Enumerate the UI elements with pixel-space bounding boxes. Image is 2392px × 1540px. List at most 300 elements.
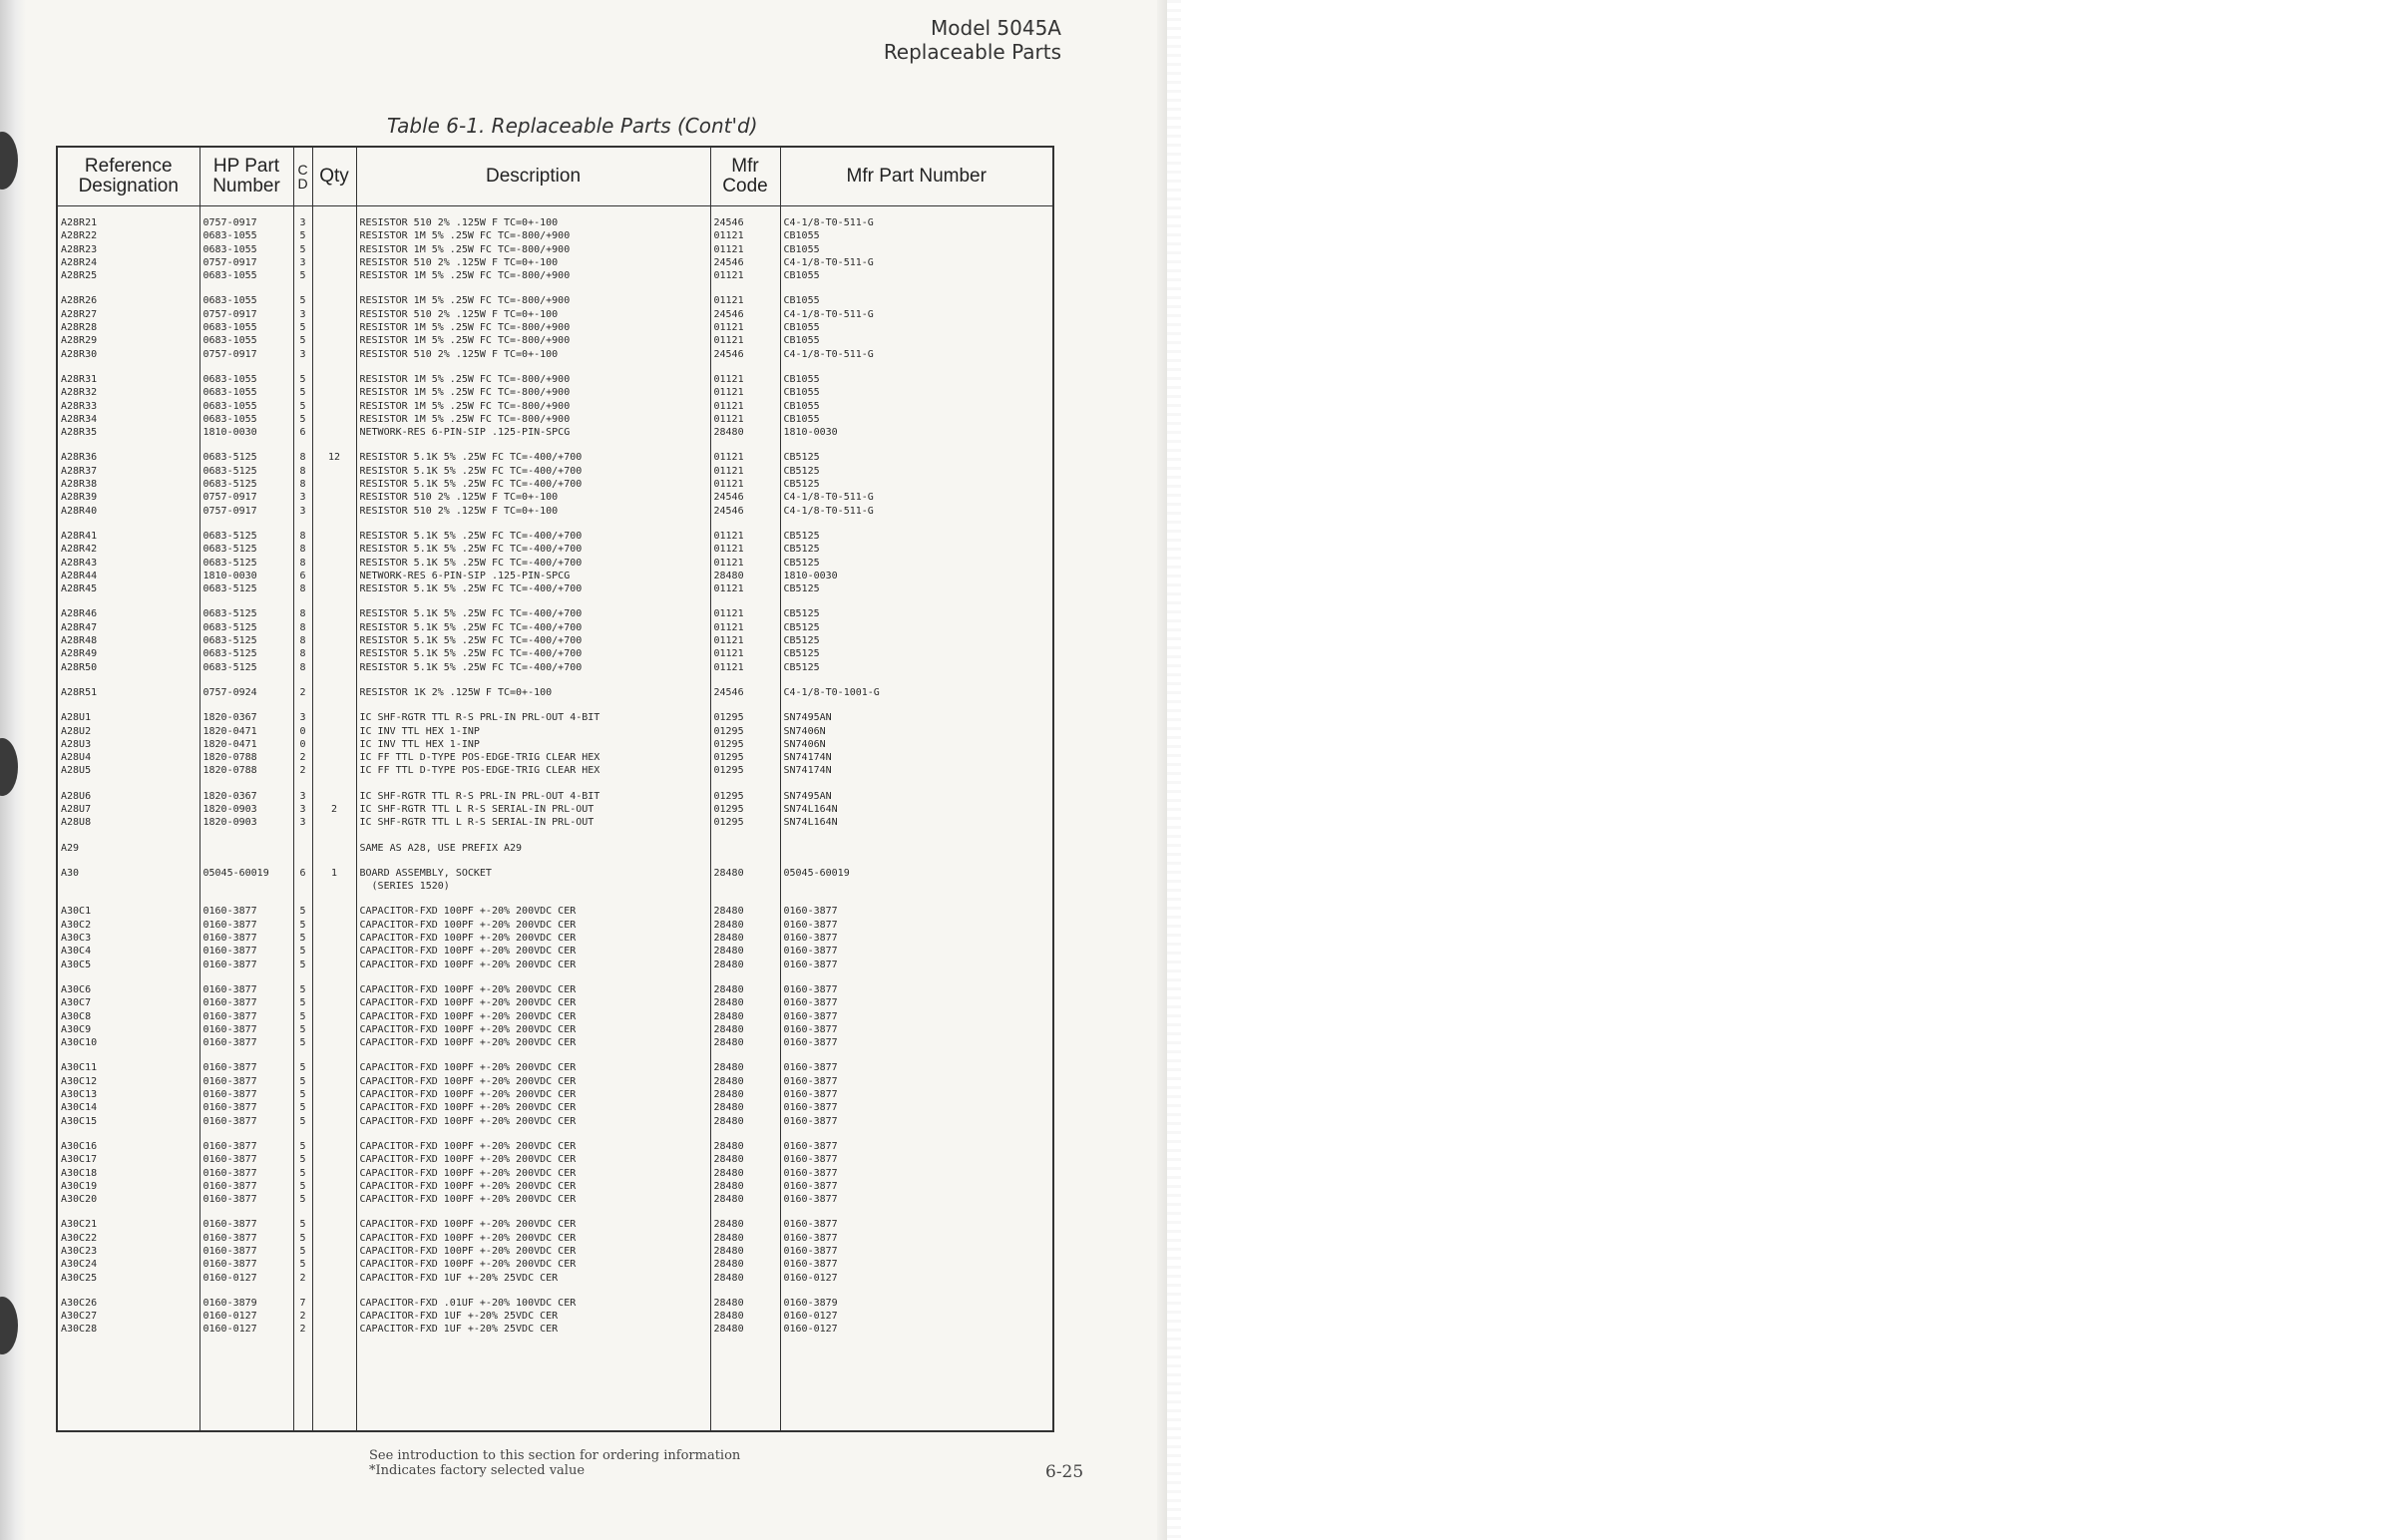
table-cell: C4-1/8-T0-511-G bbox=[783, 308, 874, 320]
table-cell bbox=[316, 294, 353, 307]
table-cell: 28480 bbox=[713, 1167, 744, 1179]
table-cell: A28R33 bbox=[61, 400, 98, 412]
table-cell: RESISTOR 5.1K 5% .25W FC TC=-400/+700 bbox=[359, 608, 583, 620]
table-cell: 1810-0030 bbox=[202, 570, 257, 581]
table-cell: SN7495AN bbox=[783, 790, 832, 802]
table-group bbox=[316, 373, 353, 439]
table-cell bbox=[316, 1323, 353, 1336]
table-cell: 0683-5125 bbox=[202, 583, 257, 595]
table-group bbox=[316, 1061, 353, 1127]
table-cell: A28U1 bbox=[61, 712, 92, 724]
table-cell: CAPACITOR-FXD 100PF +-20% 200VDC CER bbox=[359, 1075, 577, 1087]
table-cell: 28480 bbox=[713, 1023, 744, 1035]
table-group bbox=[203, 373, 290, 439]
table-cell bbox=[316, 1272, 353, 1285]
table-cell: 0160-3877 bbox=[783, 1115, 838, 1127]
table-group bbox=[297, 790, 309, 830]
table-cell: A30C21 bbox=[61, 1219, 98, 1231]
table-cell: 5 bbox=[299, 335, 306, 347]
table-cell: 01295 bbox=[713, 765, 744, 777]
table-cell: A28R38 bbox=[61, 479, 98, 491]
table-cell bbox=[316, 256, 353, 269]
table-cell bbox=[316, 1088, 353, 1101]
table-cell: 5 bbox=[299, 270, 306, 282]
table-cell: A28R49 bbox=[61, 648, 98, 660]
table-group bbox=[203, 1061, 290, 1127]
table-cell: A30 bbox=[61, 867, 80, 879]
table-group bbox=[784, 294, 1050, 360]
table-cell: 5 bbox=[299, 1115, 306, 1127]
table-cell: 0160-3877 bbox=[202, 1102, 257, 1114]
table-cell bbox=[316, 738, 353, 751]
table-cell bbox=[316, 1061, 353, 1074]
table-cell bbox=[714, 880, 777, 893]
table-cell: 0757-0924 bbox=[202, 686, 257, 698]
table-cell: 2 bbox=[299, 1272, 306, 1284]
table-cell bbox=[316, 1218, 353, 1231]
table-cell: RESISTOR 1M 5% .25W FC TC=-800/+900 bbox=[359, 335, 571, 347]
table-cell: RESISTOR 5.1K 5% .25W FC TC=-400/+700 bbox=[359, 452, 583, 464]
table-cell: C4-1/8-T0-1001-G bbox=[783, 686, 880, 698]
table-cell: 8 bbox=[299, 544, 306, 556]
table-cell: 0160-3877 bbox=[202, 997, 257, 1009]
table-cell: 0160-3877 bbox=[202, 959, 257, 970]
table-cell: 01295 bbox=[713, 725, 744, 737]
table-cell: 0160-3877 bbox=[783, 1075, 838, 1087]
table-group bbox=[316, 842, 353, 855]
table-cell: SN74174N bbox=[783, 765, 832, 777]
table-cell: CAPACITOR-FXD 100PF +-20% 200VDC CER bbox=[359, 983, 577, 995]
table-cell: 0160-3877 bbox=[783, 1102, 838, 1114]
table-cell: 0 bbox=[299, 725, 306, 737]
table-cell: 1810-0030 bbox=[202, 427, 257, 439]
table-cell: 0683-1055 bbox=[202, 322, 257, 334]
table-cell: RESISTOR 5.1K 5% .25W FC TC=-400/+700 bbox=[359, 621, 583, 633]
table-cell: A30C26 bbox=[61, 1297, 98, 1309]
table-cell: 2 bbox=[299, 752, 306, 764]
table-group bbox=[784, 790, 1050, 830]
table-cell bbox=[316, 790, 353, 803]
table-cell: 5 bbox=[299, 1219, 306, 1231]
table-cell: 0160-3877 bbox=[202, 1180, 257, 1192]
table-cell: 28480 bbox=[713, 1075, 744, 1087]
table-cell: A28U5 bbox=[61, 765, 92, 777]
table-group bbox=[297, 711, 309, 777]
table-cell: 0683-1055 bbox=[202, 295, 257, 307]
table-cell: CAPACITOR-FXD .01UF +-20% 100VDC CER bbox=[359, 1297, 577, 1309]
table-cell: SN7406N bbox=[783, 725, 826, 737]
table-cell: 28480 bbox=[713, 906, 744, 918]
table-cell: 28480 bbox=[713, 1115, 744, 1127]
table-group bbox=[714, 1140, 777, 1206]
table-cell: 0683-5125 bbox=[202, 452, 257, 464]
table-cell: A28R29 bbox=[61, 335, 98, 347]
table-cell: IC SHF-RGTR TTL L R-S SERIAL-IN PRL-OUT bbox=[359, 817, 595, 829]
table-cell: 01121 bbox=[713, 373, 744, 385]
table-cell: 28480 bbox=[713, 997, 744, 1009]
table-cell: CB5125 bbox=[783, 479, 820, 491]
table-cell: A28U3 bbox=[61, 738, 92, 750]
table-cell: 28480 bbox=[713, 946, 744, 958]
table-cell: 01295 bbox=[713, 790, 744, 802]
table-cell: A28R24 bbox=[61, 256, 98, 268]
table-cell: A28R25 bbox=[61, 270, 98, 282]
table-cell: 24546 bbox=[713, 505, 744, 517]
table-cell bbox=[316, 530, 353, 543]
table-cell: 8 bbox=[299, 608, 306, 620]
table-cell: C4-1/8-T0-511-G bbox=[783, 348, 874, 360]
table-cell: 0757-0917 bbox=[202, 348, 257, 360]
table-cell: 0683-1055 bbox=[202, 243, 257, 255]
table-cell: 01121 bbox=[713, 465, 744, 477]
page-number: 6-25 bbox=[1045, 1462, 1084, 1482]
table-group bbox=[714, 530, 777, 595]
table-group bbox=[360, 867, 707, 894]
table-cell bbox=[316, 465, 353, 478]
table-cell bbox=[316, 386, 353, 399]
table-cell: 0160-3877 bbox=[783, 1140, 838, 1152]
table-cell: RESISTOR 5.1K 5% .25W FC TC=-400/+700 bbox=[359, 557, 583, 569]
table-cell: 0 bbox=[299, 738, 306, 750]
table-cell: 28480 bbox=[713, 1246, 744, 1257]
table-cell: 5 bbox=[299, 1259, 306, 1271]
table-cell: 28480 bbox=[713, 1089, 744, 1101]
table-cell: CAPACITOR-FXD 100PF +-20% 200VDC CER bbox=[359, 1167, 577, 1179]
table-cell: 1810-0030 bbox=[783, 427, 838, 439]
table-cell: RESISTOR 5.1K 5% .25W FC TC=-400/+700 bbox=[359, 479, 583, 491]
table-cell: A30C3 bbox=[61, 933, 92, 945]
table-cell bbox=[316, 400, 353, 413]
table-cell: 0757-0917 bbox=[202, 492, 257, 504]
table-cell: IC FF TTL D-TYPE POS-EDGE-TRIG CLEAR HEX bbox=[359, 752, 600, 764]
table-cell: 01121 bbox=[713, 648, 744, 660]
table-cell: A30C12 bbox=[61, 1075, 98, 1087]
table-group bbox=[714, 1218, 777, 1284]
table-cell bbox=[316, 1258, 353, 1271]
table-cell: 0160-3877 bbox=[202, 1140, 257, 1152]
table-group bbox=[360, 983, 707, 1049]
table-cell: CAPACITOR-FXD 100PF +-20% 200VDC CER bbox=[359, 919, 577, 931]
table-cell: 0160-3877 bbox=[783, 1154, 838, 1166]
mfr-part-number-column bbox=[780, 206, 1053, 1432]
table-cell: CB5125 bbox=[783, 452, 820, 464]
table-group bbox=[360, 790, 707, 830]
table-cell: A30C11 bbox=[61, 1062, 98, 1074]
table-cell: CAPACITOR-FXD 100PF +-20% 200VDC CER bbox=[359, 1259, 577, 1271]
table-cell: IC INV TTL HEX 1-INP bbox=[359, 738, 480, 750]
table-cell: 01121 bbox=[713, 479, 744, 491]
table-group bbox=[316, 1140, 353, 1206]
description-column bbox=[356, 206, 710, 1432]
table-cell: A28R27 bbox=[61, 308, 98, 320]
qty-column bbox=[312, 206, 356, 1432]
table-cell: A30C15 bbox=[61, 1115, 98, 1127]
table-cell: A30C1 bbox=[61, 906, 92, 918]
table-cell: 28480 bbox=[713, 1140, 744, 1152]
table-cell: A30C16 bbox=[61, 1140, 98, 1152]
table-cell: IC INV TTL HEX 1-INP bbox=[359, 725, 480, 737]
table-cell: A28R30 bbox=[61, 348, 98, 360]
table-cell: 01295 bbox=[713, 817, 744, 829]
table-group bbox=[61, 1297, 197, 1337]
table-cell: 5 bbox=[299, 1246, 306, 1257]
table-cell: 0160-3877 bbox=[783, 933, 838, 945]
table-cell bbox=[316, 1075, 353, 1088]
table-cell: CAPACITOR-FXD 100PF +-20% 200VDC CER bbox=[359, 933, 577, 945]
table-caption: Table 6-1. Replaceable Parts (Cont'd) bbox=[387, 114, 758, 138]
table-group bbox=[203, 1140, 290, 1206]
table-cell: A28U8 bbox=[61, 817, 92, 829]
section-name: Replaceable Parts bbox=[883, 40, 1061, 64]
table-group bbox=[61, 1140, 197, 1206]
table-cell: 01121 bbox=[713, 295, 744, 307]
table-cell: 6 bbox=[299, 427, 306, 439]
table-cell bbox=[316, 842, 353, 855]
table-cell bbox=[316, 308, 353, 321]
table-cell: A30C24 bbox=[61, 1259, 98, 1271]
table-cell: 28480 bbox=[713, 933, 744, 945]
table-cell: 28480 bbox=[713, 1272, 744, 1284]
table-cell bbox=[316, 959, 353, 971]
table-cell: CAPACITOR-FXD 1UF +-20% 25VDC CER bbox=[359, 1272, 559, 1284]
table-group bbox=[203, 905, 290, 970]
table-group bbox=[316, 790, 353, 830]
table-cell: A30C6 bbox=[61, 983, 92, 995]
table-cell: 7 bbox=[299, 1297, 306, 1309]
table-cell bbox=[316, 607, 353, 620]
table-group bbox=[61, 686, 197, 699]
table-cell bbox=[316, 413, 353, 426]
table-cell: CB1055 bbox=[783, 400, 820, 412]
table-cell: C4-1/8-T0-511-G bbox=[783, 492, 874, 504]
table-cell: RESISTOR 1M 5% .25W FC TC=-800/+900 bbox=[359, 295, 571, 307]
table-cell: 01121 bbox=[713, 387, 744, 399]
table-cell: A28U6 bbox=[61, 790, 92, 802]
table-cell: A30C14 bbox=[61, 1102, 98, 1114]
table-cell: 5 bbox=[299, 387, 306, 399]
table-cell bbox=[316, 711, 353, 724]
table-cell: 5 bbox=[299, 1089, 306, 1101]
table-cell bbox=[316, 1023, 353, 1036]
table-group bbox=[61, 1218, 197, 1284]
table-group bbox=[297, 905, 309, 970]
table-cell: 1820-0471 bbox=[202, 725, 257, 737]
footer-notes bbox=[369, 1448, 740, 1478]
table-cell: 0160-3877 bbox=[202, 1075, 257, 1087]
table-group bbox=[360, 1140, 707, 1206]
table-cell bbox=[316, 373, 353, 386]
table-cell: CB1055 bbox=[783, 387, 820, 399]
table-cell: 0160-3877 bbox=[202, 1115, 257, 1127]
table-cell: 01121 bbox=[713, 413, 744, 425]
table-cell: 0160-3879 bbox=[783, 1297, 838, 1309]
table-cell: RESISTOR 510 2% .125W F TC=0+-100 bbox=[359, 505, 559, 517]
table-cell: 01295 bbox=[713, 752, 744, 764]
table-cell: 5 bbox=[299, 1023, 306, 1035]
table-cell: 5 bbox=[299, 413, 306, 425]
table-group bbox=[360, 1297, 707, 1337]
table-cell bbox=[316, 751, 353, 764]
table-group bbox=[714, 451, 777, 517]
table-group bbox=[714, 905, 777, 970]
table-cell: 5 bbox=[299, 946, 306, 958]
table-cell: CB1055 bbox=[783, 335, 820, 347]
table-cell: 5 bbox=[299, 295, 306, 307]
table-cell bbox=[316, 880, 353, 893]
table-cell: A30C2 bbox=[61, 919, 92, 931]
table-cell: 0683-5125 bbox=[202, 479, 257, 491]
table-group bbox=[61, 373, 197, 439]
table-cell: CAPACITOR-FXD 100PF +-20% 200VDC CER bbox=[359, 1102, 577, 1114]
table-cell bbox=[316, 269, 353, 282]
table-group bbox=[297, 983, 309, 1049]
table-cell: SN74L164N bbox=[783, 803, 838, 815]
table-cell: 5 bbox=[299, 983, 306, 995]
table-cell: 8 bbox=[299, 583, 306, 595]
table-cell: 5 bbox=[299, 1010, 306, 1022]
table-cell: 6 bbox=[299, 867, 306, 879]
table-cell: A29 bbox=[61, 842, 80, 854]
table-cell: 0683-5125 bbox=[202, 635, 257, 647]
table-group bbox=[61, 842, 197, 855]
table-cell: 28480 bbox=[713, 1037, 744, 1049]
table-cell bbox=[61, 880, 197, 893]
table-cell: CAPACITOR-FXD 100PF +-20% 200VDC CER bbox=[359, 997, 577, 1009]
table-cell: 28480 bbox=[713, 1194, 744, 1206]
table-cell: 0683-5125 bbox=[202, 557, 257, 569]
table-cell: 0683-1055 bbox=[202, 413, 257, 425]
table-cell: RESISTOR 510 2% .125W F TC=0+-100 bbox=[359, 348, 559, 360]
table-cell: CAPACITOR-FXD 100PF +-20% 200VDC CER bbox=[359, 1089, 577, 1101]
table-cell: 0160-3877 bbox=[202, 1089, 257, 1101]
table-cell: RESISTOR 1M 5% .25W FC TC=-800/+900 bbox=[359, 243, 571, 255]
mfr-code-column bbox=[710, 206, 780, 1432]
table-group bbox=[203, 1218, 290, 1284]
table-cell: CAPACITOR-FXD 100PF +-20% 200VDC CER bbox=[359, 1180, 577, 1192]
table-cell: SAME AS A28, USE PREFIX A29 bbox=[359, 842, 523, 854]
table-cell: 5 bbox=[299, 322, 306, 334]
table-cell: 01121 bbox=[713, 583, 744, 595]
table-group bbox=[784, 983, 1050, 1049]
table-group bbox=[714, 216, 777, 282]
model-name: Model 5045A bbox=[931, 16, 1061, 40]
table-body-row bbox=[57, 206, 1053, 1432]
table-cell bbox=[316, 1193, 353, 1206]
table-cell: 0683-5125 bbox=[202, 661, 257, 673]
table-cell bbox=[316, 764, 353, 777]
table-cell: CB5125 bbox=[783, 621, 820, 633]
table-cell: 01295 bbox=[713, 738, 744, 750]
table-cell bbox=[784, 842, 1050, 855]
table-cell: 0160-3879 bbox=[202, 1297, 257, 1309]
table-cell: 5 bbox=[299, 933, 306, 945]
table-cell: 0160-3877 bbox=[783, 1010, 838, 1022]
table-group bbox=[714, 607, 777, 673]
table-cell: 28480 bbox=[713, 427, 744, 439]
table-group bbox=[784, 530, 1050, 595]
table-cell: IC FF TTL D-TYPE POS-EDGE-TRIG CLEAR HEX bbox=[359, 765, 600, 777]
table-cell bbox=[316, 647, 353, 660]
table-cell: A28R32 bbox=[61, 387, 98, 399]
table-cell: A28R35 bbox=[61, 427, 98, 439]
table-group bbox=[316, 451, 353, 517]
table-cell: 28480 bbox=[713, 983, 744, 995]
table-cell: A28R37 bbox=[61, 465, 98, 477]
table-cell: 5 bbox=[299, 1140, 306, 1152]
table-cell: 24546 bbox=[713, 308, 744, 320]
table-group bbox=[316, 983, 353, 1049]
table-cell bbox=[316, 1140, 353, 1153]
table-cell: A28R26 bbox=[61, 295, 98, 307]
table-cell: 2 bbox=[330, 803, 338, 815]
table-cell bbox=[316, 816, 353, 829]
table-cell: 0160-3877 bbox=[202, 906, 257, 918]
table-group bbox=[714, 790, 777, 830]
table-cell: 28480 bbox=[713, 1324, 744, 1336]
table-group bbox=[714, 686, 777, 699]
table-group bbox=[784, 1297, 1050, 1337]
table-group bbox=[297, 1297, 309, 1337]
table-cell: 0160-3877 bbox=[783, 1023, 838, 1035]
table-cell: 0160-3877 bbox=[202, 1194, 257, 1206]
table-cell: A28R34 bbox=[61, 413, 98, 425]
table-group bbox=[714, 294, 777, 360]
table-cell: 0160-3877 bbox=[202, 1167, 257, 1179]
table-cell bbox=[316, 996, 353, 1009]
table-cell: 8 bbox=[299, 452, 306, 464]
table-group bbox=[61, 294, 197, 360]
table-cell: 5 bbox=[299, 959, 306, 970]
table-cell: 01121 bbox=[713, 322, 744, 334]
table-cell: IC SHF-RGTR TTL R-S PRL-IN PRL-OUT 4-BIT bbox=[359, 790, 600, 802]
table-cell: CB5125 bbox=[783, 544, 820, 556]
table-group bbox=[316, 711, 353, 777]
table-group bbox=[316, 607, 353, 673]
table-cell: 1 bbox=[330, 867, 338, 879]
table-cell: A28U2 bbox=[61, 725, 92, 737]
table-cell: 0683-1055 bbox=[202, 387, 257, 399]
table-group bbox=[316, 530, 353, 595]
table-cell: 3 bbox=[299, 256, 306, 268]
table-cell: 8 bbox=[299, 648, 306, 660]
table-cell: 1820-0788 bbox=[202, 752, 257, 764]
table-cell: 2 bbox=[299, 686, 306, 698]
table-header-row bbox=[57, 147, 1053, 206]
table-group bbox=[61, 711, 197, 777]
table-group bbox=[203, 607, 290, 673]
table-cell: A28U4 bbox=[61, 752, 92, 764]
table-group bbox=[61, 1061, 197, 1127]
table-cell: 28480 bbox=[713, 1297, 744, 1309]
table-group bbox=[360, 451, 707, 517]
table-group bbox=[61, 983, 197, 1049]
table-group bbox=[360, 842, 707, 855]
table-cell bbox=[316, 945, 353, 958]
table-cell: RESISTOR 1M 5% .25W FC TC=-800/+900 bbox=[359, 413, 571, 425]
table-cell: 28480 bbox=[713, 1154, 744, 1166]
table-cell: A30C19 bbox=[61, 1180, 98, 1192]
ordering-note: See introduction to this section for ordering information bbox=[369, 1448, 741, 1463]
table-group bbox=[203, 842, 290, 855]
table-cell: 0683-1055 bbox=[202, 230, 257, 242]
table-cell: 01295 bbox=[713, 803, 744, 815]
table-cell: 0160-3877 bbox=[783, 1180, 838, 1192]
table-cell: A28R31 bbox=[61, 373, 98, 385]
table-cell: RESISTOR 1M 5% .25W FC TC=-800/+900 bbox=[359, 270, 571, 282]
table-cell: 0683-1055 bbox=[202, 335, 257, 347]
table-cell: A28R51 bbox=[61, 686, 98, 698]
table-cell: NETWORK-RES 6-PIN-SIP .125-PIN-SPCG bbox=[359, 570, 571, 581]
